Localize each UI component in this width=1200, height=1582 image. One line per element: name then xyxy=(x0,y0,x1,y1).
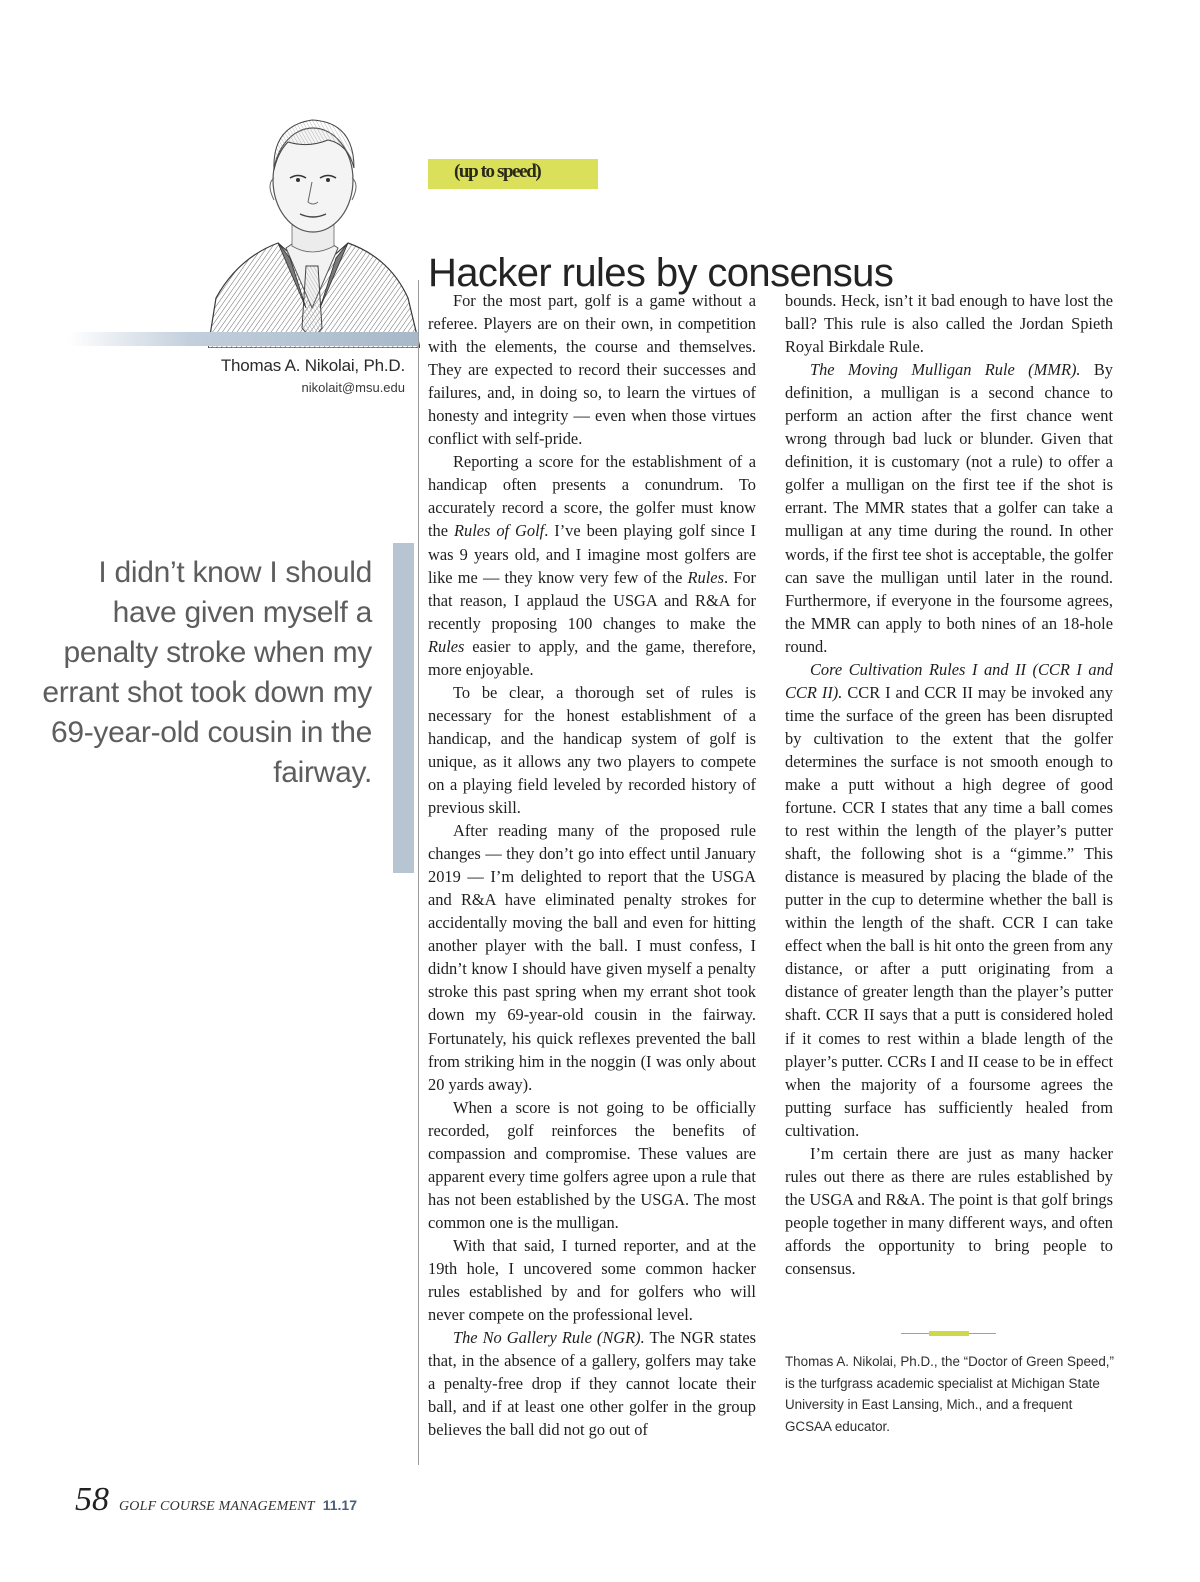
author-email[interactable]: nikolait@msu.edu xyxy=(301,380,405,395)
end-divider-accent xyxy=(929,1331,969,1336)
column-rule xyxy=(418,280,419,1465)
article-headline: Hacker rules by consensus xyxy=(428,250,894,295)
paragraph: Reporting a score for the establishment of a handicap often presents a conundrum. To accurately record a score, the golfer must know the Rules of Golf. I’ve been playing golf since I was 9 years old, and I imagine most golfers are like me — they know very few of the Rules. For that reason, I applaud the USGA and R&A for recently proposing 100 changes to make the Rules easier to apply, and the game, therefore, more enjoyable. xyxy=(428,452,757,679)
folio xyxy=(75,1481,357,1519)
magazine-name: GOLF COURSE MANAGEMENT xyxy=(119,1499,315,1514)
author-portrait xyxy=(208,108,420,348)
paragraph: To be clear, a thorough set of rules is necessary for the honest establishment of a handicap, and the handicap system of golf is unique, as it allows any two players to compete on a playing field leveled by recorded history of previous skill. xyxy=(428,682,756,818)
paragraph: After reading many of the proposed rule changes — they don’t go into effect until January 2019 — I’m delighted to report that the USGA and R&A have eliminated penalty strokes for accidentally moving the ball and even for hitting another player with the ball. I must confess, I didn’t know I should have given myself a penalty stroke this past spring when my errant shot took down my 69-year-old cousin in the fairway. Fortunately, his quick reflexes prevented the ball from striking him in the noggin (I was only about 20 yards away). xyxy=(428,821,756,1094)
page-number: 58 xyxy=(75,1481,109,1518)
paragraph: The Moving Mulligan Rule (MMR). By definition, a mulligan is a second chance to perform an action after the first chance went wrong through bad luck or blunder. Given that definition, it is customary (not a rule) to offer a golfer a mulligan on the first tee if the shot is errant. The MMR states that a golfer can take a mulligan at any time during the round. In other words, if the first tee shot is acceptable, the golfer can save the mulligan until later in the round. Furthermore, if everyone in the foursome agrees, the MMR can apply to both nines of an 18-hole round. xyxy=(785,360,1113,656)
pull-quote-bar xyxy=(393,543,414,873)
paragraph: bounds. Heck, isn’t it bad enough to have lost the ball? This rule is also called the Jordan Spieth Royal Birkdale Rule. xyxy=(785,291,1113,357)
article-column-1 xyxy=(428,289,756,1441)
paragraph: With that said, I turned reporter, and at the 19th hole, I uncovered some common hacker rules established by and for golfers who will never compete on the professional level. xyxy=(428,1235,756,1325)
rule-title: The No Gallery Rule (NGR). xyxy=(453,1328,645,1348)
section-tag-label: (up to speed) xyxy=(454,161,541,182)
author-name: Thomas A. Nikolai, Ph.D. xyxy=(220,356,405,375)
paragraph: The No Gallery Rule (NGR). The NGR states that, in the absence of a gallery, golfers may take a penalty-free drop if they cannot locate their ball, and if at least one other golfer in the group believes the ball did not go out of xyxy=(428,1328,756,1440)
pull-quote: I didn’t know I should have given myself a penalty stroke when my errant shot took down my 69-year-old cousin in the fairway. xyxy=(42,556,372,789)
author-bio: Thomas A. Nikolai, Ph.D., the “Doctor of Green Speed,” is the turfgrass academic specialist at Michigan State University in East Lansing, Mich., and a frequent GCSAA educator. xyxy=(785,1354,1114,1434)
author-accent-bar xyxy=(68,332,418,346)
paragraph: For the most part, golf is a game without a referee. Players are on their own, in competition with the elements, the course and themselves. They are expected to record their successes and failures, and, in doing so, to learn the virtues of honesty and integrity — even when those virtues conflict with self-pride. xyxy=(428,291,756,449)
rule-title: The Moving Mulligan Rule (MMR). xyxy=(810,360,1081,380)
section-tag xyxy=(428,159,598,189)
article-column-2 xyxy=(785,289,1113,1280)
paragraph: Core Cultivation Rules I and II (CCR I and CCR II). CCR I and CCR II may be invoked any time the surface of the green has been disrupted by cultivation to the extent that the golfer determines the surface is not smooth enough to make a putt without a high degree of good fortune. CCR I states that any time a ball comes to rest within the length of the player’s putter shaft, the following shot is a “gimme.” This distance is measured by placing the blade of the putter in the cup to determine whether the ball is within the length of the shaft. CCR I can take effect when the ball is hit onto the green from any distance, or after a putt originating from a distance of greater length than the player’s putter shaft. CCR II says that a putt is considered holed if it comes to rest within a blade length of the player’s putter. CCRs I and II cease to be in effect when the majority of a foursome agrees the putting surface has sufficiently healed from cultivation. xyxy=(785,659,1113,1140)
paragraph: I’m certain there are just as many hacker rules out there as there are rules established by the USGA and R&A. The point is that golf brings people together in many different ways, and often affords the opportunity to bring people to consensus. xyxy=(785,1143,1113,1278)
issue-date: 11.17 xyxy=(322,1497,357,1513)
paragraph: When a score is not going to be officially recorded, golf reinforces the benefits of compassion and compromise. These values are apparent every time golfers agree upon a rule that has not been established by the USGA. The most common one is the mulligan. xyxy=(428,1097,756,1232)
rule-title: Core Cultivation Rules I and II (CCR I and CCR II). xyxy=(785,659,1113,702)
